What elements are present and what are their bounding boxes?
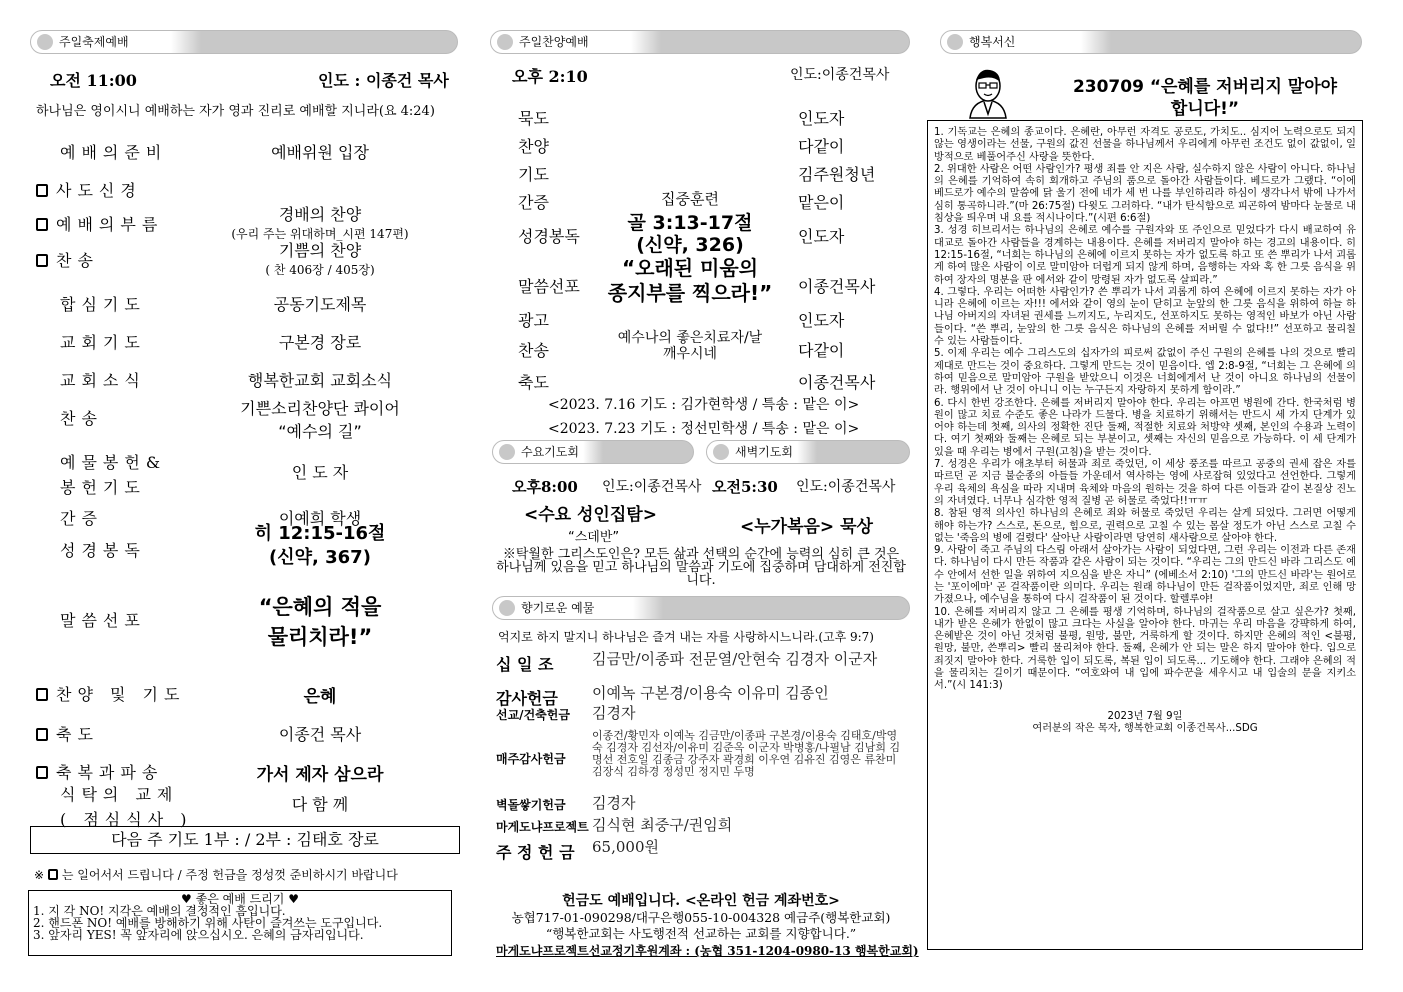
afternoon-role: 인도자	[798, 311, 845, 330]
standing-note	[34, 866, 398, 883]
offering-label: 주 정 헌 금	[496, 843, 575, 862]
letter-paragraphs	[934, 127, 1356, 693]
order-label	[36, 760, 186, 783]
afternoon-hymn-line1: 예수나의 좋은치료자/날	[617, 330, 763, 346]
afternoon-label: 광고	[518, 311, 549, 330]
order-label-text: 합심기도	[60, 295, 146, 314]
afternoon-role: 다같이	[798, 341, 845, 360]
order-value-text: 경배의 찬양	[278, 205, 362, 224]
order-label-text: 축도	[56, 725, 99, 744]
afternoon-label: 간증	[518, 193, 549, 212]
afternoon-label: 성경봉독	[518, 227, 580, 246]
standing-mark-icon	[36, 766, 48, 779]
letter-paragraph: 7. 성경은 우리가 애초부터 허물과 죄로 죽었던, 이 세상 풍조를 따르고 공중의 권세 잡은 자를 따르던 곧 지금 불순종의 아들들 가운데서 역사하는 영에 사로잡혀 있었다고 선언한다. 그렇게 우리 육체의 욕심을 따라 지내며 육체와 마음의 원하는 것을 하여 다른 이들과 같이 본질상 진노의 자녀였다. 너무나 심각한 영적 질병 곧 허물로 죽었다!!ㅠㅠ	[934, 459, 1356, 507]
afternoon-label: 기도	[518, 165, 549, 184]
letter-paragraph: 8. 참된 영적 의사인 하나님의 은혜로 죄와 허물로 죽었던 우리는 살게 되었다. 그러면 어떻게 해야 하는가? 스스로, 돈으로, 힘으로, 권력으로 고칠 수 있는 몸살 정도가 아닌 스스로 고칠 수 없는 '죽음의 병에 걸렸다' 살아난 사람이라면 당연히 새사람으로 살아야 한다.	[934, 508, 1356, 544]
mission-statement: “행복한교회는 사도행전적 선교하는 교회를 지향합니다.”	[545, 926, 857, 941]
letter-paragraph: 6. 다시 한번 강조한다. 은혜를 저버리지 말아야 한다. 우리는 아프면 병원에 간다. 한국처럼 병원이 많고 치료 수준도 좋은 나라가 드물다. 병을 치료하기 위해서는 반드시 세 가지 단계가 있어야 하는데 첫째, 의사의 정확한 진단 둘째, 적절한 치료와 처방약 셋째, 본인의 수용과 노력이다. 여기 첫째와 둘째는 은혜로 되는 부분이고, 셋째는 자신의 믿음으로 가능하다. 이 세 단계가 있을 때 우리는 병에서 구원(고침)을 받는 것이다.	[934, 397, 1356, 458]
letter-paragraph: 5. 이제 우리는 예수 그리스도의 십자가의 피로써 값없이 주신 구원의 은혜를 나의 것으로 빨리 제대로 만드는 것이 중요하다. 그렇게 만드는 것이 믿음이다. 엡 2:8-9절, “너희는 그 은혜에 의하여 믿음으로 말미암아 구원을 받았으니 이것은 너희에게서 난 것이 아니요 하나님의 선물이라. 행위에서 난 것이 아니니 이는 누구든지 자랑하지 못하게 함이라.”	[934, 348, 1356, 397]
afternoon-time: 오후 2:10	[512, 67, 588, 86]
order-value	[200, 682, 440, 707]
order-value-text: 공동기도제목	[273, 295, 367, 314]
order-value-text: 히 12:15-16절	[254, 523, 386, 544]
standing-mark-icon	[36, 728, 48, 741]
good-worship-2: 2. 핸드폰 NO! 예배를 방해하기 위해 사탄이 즐겨쓰는 도구입니다.	[33, 916, 383, 930]
dawn-title: <누가복음> 묵상	[740, 517, 873, 537]
order-value	[200, 522, 440, 570]
afternoon-label: 축도	[518, 373, 549, 392]
afternoon-hymn	[600, 330, 780, 362]
order-value-text: 인 도 자	[291, 463, 349, 482]
wednesday-time: 오후8:00	[512, 478, 578, 496]
offering-value: 65,000원	[592, 838, 659, 856]
order-label	[36, 722, 186, 745]
afternoon-label: 찬양	[518, 137, 549, 156]
order-value	[200, 140, 440, 163]
order-value	[200, 330, 440, 353]
order-label-text: 찬송	[56, 251, 99, 270]
order-value-text: 가서 제자 삼으라	[256, 765, 384, 785]
order-label	[36, 506, 186, 529]
offering-label: 벽돌쌓기헌금	[496, 798, 566, 812]
order-label	[36, 140, 186, 163]
order-label-text: 식탁의 교제	[60, 785, 179, 804]
offering-label: 감사헌금	[496, 689, 558, 708]
next-prayer	[30, 826, 460, 854]
good-worship-3: 3. 앞자리 YES! 꼭 앞자리에 앉으십시오. 은혜의 금자리입니다.	[33, 928, 364, 942]
main-service-verse: 하나님은 영이시니 예배하는 자가 영과 진리로 예배할 지니라(요 4:24)	[36, 104, 435, 119]
order-label-text: 성경봉독	[60, 541, 146, 560]
wednesday-header: 수요기도회	[492, 440, 694, 464]
order-value	[200, 292, 440, 315]
letter-header: 행복서신	[940, 30, 1362, 54]
letter-paragraph: 3. 성경 히브리서는 하나님의 은혜로 예수를 구원자와 또 주인으로 믿었다가 다시 배교하여 유대교로 돌아간 사람들을 경계하는 내용이다. 은혜를 저버리지 말아야 하는 경고의 내용이다. 히 12:15-16절, “너희는 하나님의 은혜에 이르지 못하는 자가 없도록 하고 또 쓴 뿌리가 나서 괴롭게 하여 많은 사람이 이로 말미암아 더럽게 되지 않게 하며, 음행하는 자와 혹 한 그릇 음식을 위하여 장자의 명분을 판 에서와 같이 망령된 자가 없도록 살피라.”	[934, 225, 1356, 286]
pastor-avatar	[956, 66, 1020, 120]
order-value-text: 이예희 학생	[278, 509, 362, 528]
dawn-header: 새벽기도회	[706, 440, 910, 464]
standing-mark-icon	[48, 869, 58, 880]
order-label-text-2: 봉헌기도	[60, 478, 146, 497]
bank-account: 농협717-01-090298/대구은행055-10-004328 예금주(행복한교회)	[511, 910, 891, 925]
afternoon-label: 찬송	[518, 341, 549, 360]
order-label	[36, 682, 186, 705]
order-label-text: 교회소식	[60, 371, 146, 390]
order-value-sub: 물리치라!”	[267, 625, 373, 649]
order-label	[36, 538, 186, 561]
order-label-text: 예배의준비	[60, 143, 168, 162]
afternoon-sermon-line2: 종지부를 찍으라!”	[607, 281, 773, 305]
order-label-text: 찬송	[60, 409, 103, 428]
good-worship-box	[28, 890, 452, 956]
order-value	[200, 202, 440, 242]
wednesday-leader: 인도:이종건목사	[602, 479, 702, 495]
order-value-sub: “예수의 길”	[278, 422, 362, 441]
standing-mark-icon	[36, 184, 48, 197]
order-value-text: 예배위원 입장	[271, 143, 369, 162]
order-value-text: 은혜	[303, 687, 337, 707]
afternoon-role: 김주원청년	[798, 165, 876, 184]
middle-column	[490, 30, 910, 54]
schedule-1: <2023. 7.16 기도 : 김가현학생 / 특송 : 맡은 이>	[548, 397, 860, 413]
letter-title	[1040, 76, 1370, 120]
order-value	[200, 368, 440, 391]
order-value-text: 구본경 장로	[278, 333, 362, 352]
letter-paragraph: 4. 그렇다. 우리는 어떠한 사람인가? 쓴 뿌리가 나서 괴롭게 하여 은혜에 이르지 못하는 자가 아니라 은혜에 이르는 자!!! 에서와 같이 영의 눈이 닫히고 눈앞의 한 그릇 음식을 위하여 하늘 하나님 아버지의 자녀된 권세를 느끼지도, 누리지도, 선포하지도 못하는 영적인 바보가 아닌 사람들이다. “쓴 뿌리, 눈앞의 한 그릇 음식은 하나님의 은혜를 저버릴 수 없다!!” 선포하고 물리칠 수 있는 사람들이다.	[934, 286, 1356, 348]
order-value-text: 다 함 께	[291, 795, 349, 814]
order-label	[36, 248, 186, 271]
standing-mark-icon	[36, 688, 48, 701]
order-label-text: 간증	[60, 509, 103, 528]
main-service-leader: 인도 : 이종건 목사	[318, 71, 449, 90]
afternoon-label: 묵도	[518, 109, 549, 128]
order-value-text: 기쁜소리찬양단 콰이어	[240, 399, 400, 418]
wednesday-sub: “스데반”	[568, 530, 620, 545]
order-value-sub: (우리 주는 위대하며_시편 147편)	[231, 227, 409, 241]
order-label	[36, 178, 186, 201]
order-value-sub: (신약, 367)	[269, 547, 371, 568]
offering-label: 마게도냐프로젝트	[496, 820, 589, 834]
main-service-time: 오전 11:00	[50, 71, 137, 90]
standing-note-text: 는 일어서서 드립니다 / 주정 헌금을 정성껏 준비하시기 바랍니다	[61, 868, 398, 882]
wednesday-header-wrap	[492, 440, 694, 464]
afternoon-scripture-sub: (신약, 326)	[636, 234, 744, 256]
letter-title-line1: 230709 “은혜를 저버리지 말아야	[1072, 77, 1338, 97]
offering-header: 향기로운 예물	[492, 596, 910, 620]
left-column	[30, 30, 458, 54]
order-label-text: 말씀선포	[60, 611, 146, 630]
offering-value: 이예녹 구본경/이용숙 이유미 김종인	[592, 684, 829, 702]
order-label	[36, 782, 193, 830]
standing-mark-icon	[36, 254, 48, 267]
good-worship-title: ♥ 좋은 예배 드리기 ♥	[181, 892, 299, 906]
letter-paragraph: 2. 위대한 사람은 어떤 사람인가? 평생 죄를 안 지은 사람, 실수하지 않은 사람이 아니다. 하나님의 은혜를 기억하여 속히 회개하고 주님의 품으로 돌아간 사람들이다. 베드로가 그랬다. “이에 베드로가 예수의 말씀에 닭 울기 전에 네가 세 번 나를 부인하리라 하심이 생각나서 밖에 나가서 심히 통곡하니라.”(마 26:75절) 다윗도 그러하다. “내가 탄식함으로 피곤하여 밤마다 눈물로 내 침상을 띄우며 내 요를 적시나이다.”(시편 6:6절)	[934, 163, 1356, 225]
afternoon-scripture-ref: 골 3:13-17절	[627, 212, 753, 234]
offering-value: 김경자	[592, 704, 636, 722]
order-label-text: 예물봉헌&	[60, 453, 167, 472]
afternoon-scripture	[600, 212, 780, 256]
wednesday-title: <수요 성인집탐>	[524, 505, 657, 525]
dawn-time: 오전5:30	[712, 478, 778, 496]
order-label-text: 찬양 및 기도	[56, 685, 186, 704]
afternoon-role: 인도자	[798, 109, 845, 128]
order-label	[36, 330, 186, 353]
afternoon-sermon	[600, 256, 780, 306]
letter-paragraph: 9. 사람이 죽고 주님의 다스림 아래서 살아가는 사람이 되었다면, 그런 우리는 이전과 다른 존재다. 하나님이 다시 만든 작품과 같은 사람이 되는 것이다. “우리는 그의 만드신 바라 그리스도 예수 안에서 선한 일을 위하여 지으심을 받은 자니” (에베소서 2:10) '그의 만드신 바라'는 원어로는 '포이에마' 곧 걸작품이란 의미다. 우리는 원래 하나님이 만든 걸작품이었지만, 죄로 인해 망가졌으나, 예수님을 통하여 다시 걸작품이 된 것이다. 할렐루야!	[934, 545, 1356, 606]
wednesday-note: ※탁월한 그리스도인은? 모든 삶과 선택의 순간에 능력의 심히 큰 것은 하나님께 있음을 믿고 하나님의 말씀과 기도에 집중하며 담대하게 전진합니다.	[496, 547, 906, 588]
order-value	[200, 396, 440, 442]
order-label-text: 사도신경	[56, 181, 142, 200]
afternoon-role: 다같이	[798, 137, 845, 156]
letter-paragraph: 10. 은혜를 저버리지 않고 그 은혜를 평생 기억하며, 하나님의 걸작품으로 살고 싶은가? 첫째, 내가 받은 은혜가 한없이 많고 크다는 사실을 알아야 한다. 마귀는 우리 마음을 강퍅하게 하여, 은혜받은 것이 아닌 것처럼 불평, 원망, 불만, 거룩하게 할 것이다. 하지만 은혜의 적인 <불평, 원망, 불만, 쓴뿌리> 빨리 물리쳐야 한다. 둘째, 은혜가 안 되는 말은 하지 말아야 한다. 입으로 죄짓지 말아야 한다. 거룩한 입이 되도록, 복된 입이 되도록... 기도해야 한다. 그래야 은혜의 적을 물리치는 길이기 때문이다. “여호와여 내 입에 파수꾼을 세우시고 내 입술의 문을 지키소서.”(시 141:3)	[934, 606, 1356, 692]
offering-verse: 억지로 하지 말지니 하나님은 즐겨 내는 자를 사랑하시느니라.(고후 9:7)	[498, 630, 874, 644]
afternoon-testimony: 집중훈련	[661, 190, 719, 208]
order-value	[200, 792, 440, 815]
order-value	[200, 460, 440, 483]
good-worship-1: 1. 지 각 NO! 지각은 예배의 결정적인 흠입니다.	[33, 904, 286, 918]
offering-value: 김경자	[592, 794, 636, 812]
order-value-text: “은혜의 적을	[258, 595, 382, 619]
offering-value: 이종건/황민자 이예녹 김금만/이종파 구본경/이용숙 김태호/박영숙 김경자 김선자/이유미 김준옥 이군자 박병홍/나필남 김남희 김명선 전호일 김종금 강주자 곽경희 이우연 김유진 김영은 류찬미 김장식 김하경 정성민 정지민 두명	[592, 729, 901, 778]
order-label-text: 예배의부름	[56, 215, 164, 234]
offering-header-wrap	[492, 596, 910, 620]
order-value-text: 이종건 목사	[278, 725, 362, 744]
order-label	[36, 450, 186, 498]
standing-mark-icon	[36, 218, 48, 231]
order-label	[36, 292, 186, 315]
order-label	[36, 608, 186, 631]
afternoon-role: 인도자	[798, 227, 845, 246]
afternoon-role: 이종건목사	[798, 373, 876, 392]
right-column	[940, 30, 1362, 54]
macedonia-account: 마게도냐프로젝트선교정기후원계좌 : (농협 351-1204-0980-13 행복한교회)	[496, 944, 919, 958]
order-label	[36, 212, 186, 235]
order-value-text: 행복한교회 교회소식	[247, 371, 393, 390]
order-value-text: 기쁨의 찬양	[278, 241, 362, 260]
afternoon-label: 말씀선포	[518, 277, 580, 296]
order-value-sub: ( 찬 406장 / 405장)	[265, 263, 375, 277]
offering-value: 김식현 최중구/권임희	[592, 816, 733, 834]
dawn-leader: 인도:이종건목사	[796, 479, 896, 495]
afternoon-service-header: 주일찬양예배	[490, 30, 910, 54]
letter-body	[927, 120, 1363, 950]
offering-label: 선교/건축헌금	[496, 708, 570, 722]
letter-title-line2: 합니다!”	[1170, 99, 1240, 119]
order-label-text-2: ( 점심식사 )	[60, 810, 193, 829]
main-service-header: 주일축제예배	[30, 30, 458, 54]
letter-signature: 여러분의 작은 목자, 행복한교회 이종건목사...SDG	[1032, 722, 1258, 734]
afternoon-hymn-line2: 깨우시네	[662, 346, 718, 362]
online-offering-title: 헌금도 예배입니다. <온라인 헌금 계좌번호>	[562, 893, 840, 909]
dawn-header-wrap	[706, 440, 910, 464]
order-label-text: 축복과파송	[56, 763, 164, 782]
order-value	[200, 592, 440, 652]
letter-date: 2023년 7월 9일	[1107, 710, 1183, 722]
offering-label: 매주감사헌금	[496, 752, 566, 766]
afternoon-role: 맡은이	[798, 193, 845, 212]
offering-value: 김금만/이종파 전문열/안현숙 김경자 이군자	[592, 650, 878, 668]
order-value	[200, 722, 440, 745]
order-label	[36, 406, 186, 429]
afternoon-sermon-line1: “오래된 미움의	[621, 256, 759, 280]
afternoon-role: 이종건목사	[798, 277, 876, 296]
order-label-text: 교회기도	[60, 333, 146, 352]
note-asterisk: ※	[34, 868, 48, 882]
order-value	[200, 760, 440, 785]
order-value	[200, 238, 440, 278]
order-label	[36, 368, 186, 391]
next-prayer-text: 다음 주 기도 1부 : / 2부 : 김태호 장로	[111, 830, 379, 849]
afternoon-leader: 인도:이종건목사	[790, 67, 890, 83]
schedule-2: <2023. 7.23 기도 : 정선민학생 / 특송 : 맡은 이>	[548, 421, 860, 437]
letter-paragraph: 1. 기독교는 은혜의 종교이다. 은혜란, 아무런 자격도 공로도, 가치도.. 심지어 노력으로도 되지 않는 영생이라는 선물, 구원의 값진 선물을 하나님께서 우리에게 아무런 조건도 없이 값없이, 일방적으로 베풀어주신 사랑을 뜻한다.	[934, 127, 1356, 163]
offering-label: 십 일 조	[496, 655, 554, 674]
